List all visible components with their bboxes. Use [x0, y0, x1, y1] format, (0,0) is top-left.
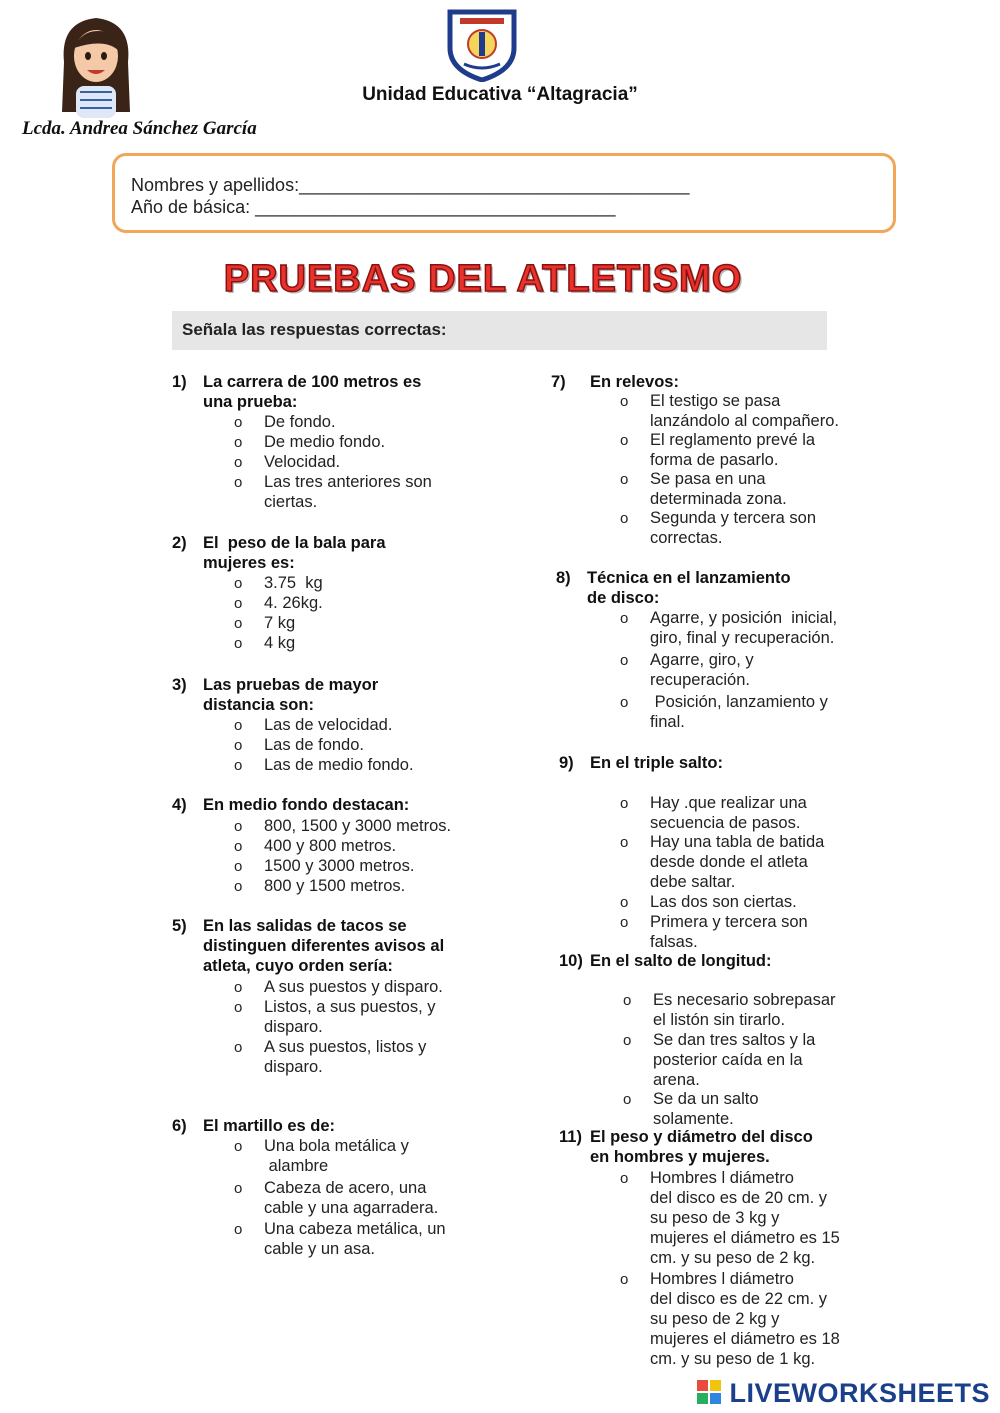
option-text: Se dan tres saltos y la	[653, 1031, 816, 1049]
option-text: giro, final y recuperación.	[650, 629, 835, 647]
option-text: 3.75 kg	[264, 574, 323, 592]
option-text: falsas.	[650, 933, 698, 951]
option-text: 400 y 800 metros.	[264, 837, 397, 855]
option-text: alambre	[264, 1157, 329, 1175]
question-text: una prueba:	[203, 393, 298, 411]
teacher-name: Lcda. Andrea Sánchez García	[22, 118, 257, 139]
option-text: posterior caída en la	[653, 1051, 803, 1069]
option-text: solamente.	[653, 1110, 734, 1128]
question-text: En relevos:	[590, 373, 679, 391]
option-bullet-icon: o	[620, 432, 629, 449]
option-text: Se da un salto	[653, 1090, 759, 1108]
option-text: Se pasa en una	[650, 470, 766, 488]
option-bullet-icon: o	[234, 1180, 243, 1197]
option-text: De medio fondo.	[264, 433, 386, 451]
question-number: 11)	[559, 1128, 582, 1146]
option-bullet-icon: o	[234, 818, 243, 835]
option-bullet-icon: o	[620, 914, 629, 931]
option-bullet-icon: o	[234, 635, 243, 652]
question-number: 5)	[172, 917, 187, 935]
option-bullet-icon: o	[234, 595, 243, 612]
page-title: PRUEBAS DEL ATLETISMO	[223, 258, 743, 300]
option-text: 1500 y 3000 metros.	[264, 857, 415, 875]
option-text: cm. y su peso de 1 kg.	[650, 1350, 816, 1368]
option-bullet-icon: o	[234, 737, 243, 754]
option-text: El testigo se pasa	[650, 392, 781, 410]
option-bullet-icon: o	[620, 1170, 629, 1187]
option-bullet-icon: o	[234, 474, 243, 491]
option-text: De fondo.	[264, 413, 336, 431]
option-bullet-icon: o	[234, 1221, 243, 1238]
names-field[interactable]: Nombres y apellidos:_______________________________________	[131, 175, 690, 195]
question-number: 3)	[172, 676, 187, 694]
question-text: La carrera de 100 metros es	[203, 373, 422, 391]
option-text: cable y un asa.	[264, 1240, 375, 1258]
option-text: disparo.	[264, 1018, 323, 1036]
option-text: 4 kg	[264, 634, 296, 652]
option-text: determinada zona.	[650, 490, 787, 508]
question-text: En las salidas de tacos se	[203, 917, 407, 935]
option-text: del disco es de 22 cm. y	[650, 1290, 828, 1308]
option-text: arena.	[653, 1071, 700, 1089]
question-number: 2)	[172, 534, 187, 552]
school-name: Unidad Educativa “Altagracia”	[362, 84, 638, 105]
option-bullet-icon: o	[623, 1032, 632, 1049]
question-text: El peso de la bala para	[203, 534, 386, 552]
option-bullet-icon: o	[620, 795, 629, 812]
option-text: correctas.	[650, 529, 723, 547]
question-text: Técnica en el lanzamiento	[587, 569, 791, 587]
question-text: atleta, cuyo orden sería:	[203, 957, 393, 975]
option-bullet-icon: o	[234, 717, 243, 734]
option-bullet-icon: o	[620, 510, 629, 527]
option-text: Agarre, y posición inicial,	[650, 609, 838, 627]
option-text: Las de medio fondo.	[264, 756, 414, 774]
option-bullet-icon: o	[623, 1091, 632, 1108]
option-bullet-icon: o	[234, 878, 243, 895]
option-text: el listón sin tirarlo.	[653, 1011, 786, 1029]
option-bullet-icon: o	[620, 471, 629, 488]
option-text: Las tres anteriores son	[264, 473, 432, 491]
option-text: Las de velocidad.	[264, 716, 393, 734]
option-text: final.	[650, 713, 685, 731]
option-text: Agarre, giro, y	[650, 651, 754, 669]
option-bullet-icon: o	[234, 615, 243, 632]
option-bullet-icon: o	[234, 979, 243, 996]
option-bullet-icon: o	[234, 1039, 243, 1056]
option-text: debe saltar.	[650, 873, 736, 891]
question-number: 9)	[559, 754, 574, 772]
option-text: cm. y su peso de 2 kg.	[650, 1249, 816, 1267]
instruction-bar	[172, 311, 827, 350]
option-text: Segunda y tercera son	[650, 509, 817, 527]
option-text: disparo.	[264, 1058, 323, 1076]
option-text: A sus puestos y disparo.	[264, 978, 443, 996]
option-bullet-icon: o	[620, 1271, 629, 1288]
option-bullet-icon: o	[234, 757, 243, 774]
option-text: Hombres l diámetro	[650, 1270, 794, 1288]
grade-field[interactable]: Año de básica: ____________________________________	[131, 197, 616, 217]
question-text: distancia son:	[203, 696, 314, 714]
option-text: Primera y tercera son	[650, 913, 808, 931]
option-bullet-icon: o	[620, 610, 629, 627]
option-text: desde donde el atleta	[650, 853, 808, 871]
option-bullet-icon: o	[623, 992, 632, 1009]
option-text: Las de fondo.	[264, 736, 364, 754]
question-number: 1)	[172, 373, 187, 391]
option-text: Hay una tabla de batida	[650, 833, 825, 851]
option-bullet-icon: o	[620, 694, 629, 711]
question-text: En medio fondo destacan:	[203, 796, 410, 814]
option-text: 800, 1500 y 3000 metros.	[264, 817, 452, 835]
option-bullet-icon: o	[234, 999, 243, 1016]
option-text: Hombres l diámetro	[650, 1169, 794, 1187]
option-bullet-icon: o	[234, 858, 243, 875]
option-text: mujeres el diámetro es 15	[650, 1229, 840, 1247]
question-number: 10)	[559, 952, 583, 970]
option-bullet-icon: o	[620, 894, 629, 911]
liveworksheets-logo-icon	[697, 1380, 721, 1409]
question-text: El martillo es de:	[203, 1117, 336, 1135]
question-text: El peso y diámetro del disco	[590, 1128, 813, 1146]
option-text: Listos, a sus puestos, y	[264, 998, 436, 1016]
footer-brand: LIVEWORKSHEETS	[729, 1378, 990, 1408]
option-bullet-icon: o	[234, 1138, 243, 1155]
option-text: cable y una agarradera.	[264, 1199, 439, 1217]
student-info-box	[112, 153, 896, 233]
option-bullet-icon: o	[620, 834, 629, 851]
option-text: 7 kg	[264, 614, 296, 632]
option-text: lanzándolo al compañero.	[650, 412, 839, 430]
option-text: del disco es de 20 cm. y	[650, 1189, 828, 1207]
option-text: Velocidad.	[264, 453, 341, 471]
option-bullet-icon: o	[234, 434, 243, 451]
option-text: 800 y 1500 metros.	[264, 877, 406, 895]
option-text: secuencia de pasos.	[650, 814, 801, 832]
question-number: 7)	[551, 373, 566, 391]
option-bullet-icon: o	[234, 454, 243, 471]
option-text: Las dos son ciertas.	[650, 893, 797, 911]
option-text: su peso de 3 kg y	[650, 1209, 780, 1227]
option-bullet-icon: o	[620, 393, 629, 410]
option-bullet-icon: o	[234, 414, 243, 431]
question-text: En el salto de longitud:	[590, 952, 772, 970]
option-text: recuperación.	[650, 671, 750, 689]
option-text: A sus puestos, listos y	[264, 1038, 427, 1056]
option-text: Cabeza de acero, una	[264, 1179, 427, 1197]
question-number: 6)	[172, 1117, 187, 1135]
option-text: Una cabeza metálica, un	[264, 1220, 446, 1238]
option-text: Una bola metálica y	[264, 1137, 409, 1155]
option-text: Hay .que realizar una	[650, 794, 807, 812]
option-text: mujeres el diámetro es 18	[650, 1330, 840, 1348]
question-text: distinguen diferentes avisos al	[203, 937, 445, 955]
option-text: 4. 26kg.	[264, 594, 323, 612]
option-text: El reglamento prevé la	[650, 431, 816, 449]
question-text: en hombres y mujeres.	[590, 1148, 770, 1166]
option-text: Es necesario sobrepasar	[653, 991, 836, 1009]
teacher-avatar	[54, 12, 138, 125]
option-text: forma de pasarlo.	[650, 451, 779, 469]
option-bullet-icon: o	[234, 838, 243, 855]
instruction-text: Señala las respuestas correctas:	[182, 320, 447, 339]
question-text: mujeres es:	[203, 554, 295, 572]
question-number: 8)	[556, 569, 571, 587]
question-text: En el triple salto:	[590, 754, 723, 772]
school-shield-icon	[446, 8, 518, 87]
option-text: su peso de 2 kg y	[650, 1310, 780, 1328]
option-text: ciertas.	[264, 493, 318, 511]
option-text: Posición, lanzamiento y	[650, 693, 828, 711]
question-text: de disco:	[587, 589, 660, 607]
question-number: 4)	[172, 796, 187, 814]
question-text: Las pruebas de mayor	[203, 676, 379, 694]
option-bullet-icon: o	[234, 575, 243, 592]
option-bullet-icon: o	[620, 652, 629, 669]
